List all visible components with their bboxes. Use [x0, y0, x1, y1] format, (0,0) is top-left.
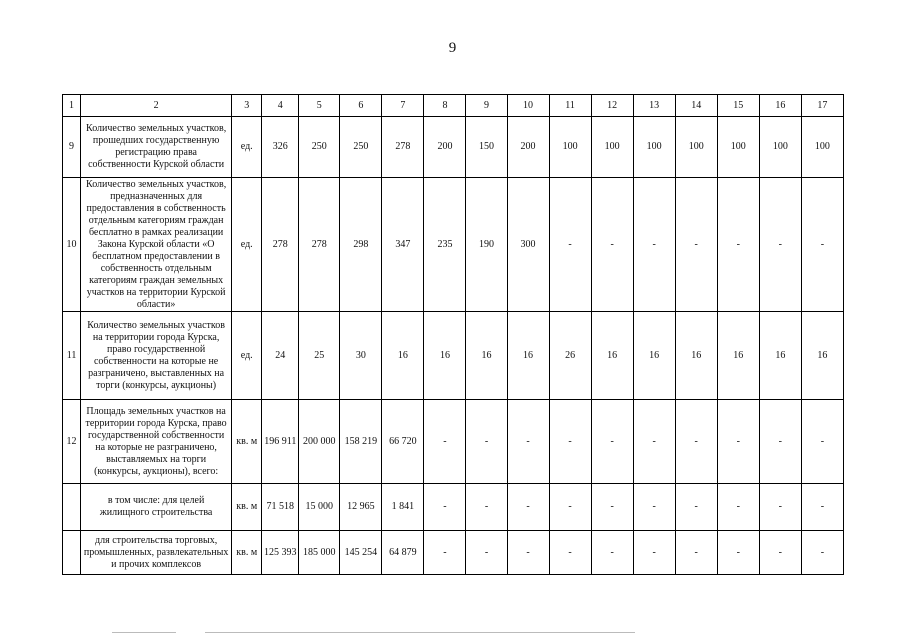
value-cell: -	[466, 484, 507, 531]
value-cell: -	[591, 484, 633, 531]
value-cell: -	[466, 531, 507, 575]
header-cell: 7	[382, 95, 424, 117]
table-row	[63, 117, 844, 178]
value-cell: 100	[759, 117, 801, 178]
value-cell: 25	[299, 312, 340, 400]
header-cell: 1	[63, 95, 81, 117]
value-cell: 64 879	[382, 531, 424, 575]
value-cell: 196 911	[262, 400, 299, 484]
value-cell: 185 000	[299, 531, 340, 575]
row-unit: кв. м	[232, 484, 262, 531]
value-cell: 16	[759, 312, 801, 400]
value-cell: 16	[591, 312, 633, 400]
header-cell: 10	[507, 95, 549, 117]
value-cell: -	[549, 400, 591, 484]
value-cell: -	[507, 400, 549, 484]
header-cell: 11	[549, 95, 591, 117]
row-unit: ед.	[232, 178, 262, 312]
value-cell: 16	[633, 312, 675, 400]
row-description: Площадь земельных участков на территории города Курска, право государственной собственности на которые не разграничено, выставляемых на торги (конкурсы, аукционы), всего:	[81, 400, 232, 484]
header-cell: 8	[424, 95, 466, 117]
table-row	[63, 178, 844, 312]
row-description: Количество земельных участков, предназначенных для предоставления в собственность отдельным категориям граждан бесплатно в рамках реализации Закона Курской области «О бесплатном предоставлении в собственность отдельным категориям граждан земельных участков на территории Курской области»	[81, 178, 232, 312]
table-row	[63, 312, 844, 400]
scan-line	[112, 632, 176, 633]
row-description: Количество земельных участков, прошедших государственную регистрацию права собственности Курской области	[81, 117, 232, 178]
value-cell: 145 254	[340, 531, 382, 575]
value-cell: 278	[382, 117, 424, 178]
header-cell: 14	[675, 95, 717, 117]
value-cell: 66 720	[382, 400, 424, 484]
table-row	[63, 484, 844, 531]
value-cell: -	[717, 400, 759, 484]
value-cell: -	[717, 178, 759, 312]
row-number: 10	[63, 178, 81, 312]
value-cell: 16	[466, 312, 507, 400]
row-number	[63, 531, 81, 575]
value-cell: 250	[340, 117, 382, 178]
value-cell: 71 518	[262, 484, 299, 531]
value-cell: -	[633, 400, 675, 484]
header-cell: 12	[591, 95, 633, 117]
header-cell: 2	[81, 95, 232, 117]
value-cell: -	[801, 484, 843, 531]
value-cell: -	[591, 178, 633, 312]
value-cell: 200	[507, 117, 549, 178]
value-cell: -	[675, 484, 717, 531]
value-cell: -	[591, 531, 633, 575]
value-cell: -	[717, 531, 759, 575]
value-cell: -	[591, 400, 633, 484]
value-cell: 100	[717, 117, 759, 178]
row-number: 9	[63, 117, 81, 178]
value-cell: 26	[549, 312, 591, 400]
table-row	[63, 531, 844, 575]
value-cell: -	[675, 178, 717, 312]
page-number: 9	[448, 40, 457, 56]
row-description: для строительства торговых, промышленных, развлекательных и прочих комплексов	[81, 531, 232, 575]
table-row	[63, 400, 844, 484]
row-description: в том числе: для целей жилищного строительства	[81, 484, 232, 531]
value-cell: 200	[424, 117, 466, 178]
value-cell: -	[675, 400, 717, 484]
value-cell: -	[466, 400, 507, 484]
value-cell: -	[759, 178, 801, 312]
value-cell: -	[633, 484, 675, 531]
row-unit: ед.	[232, 117, 262, 178]
header-cell: 17	[801, 95, 843, 117]
value-cell: -	[633, 178, 675, 312]
value-cell: 298	[340, 178, 382, 312]
row-unit: ед.	[232, 312, 262, 400]
value-cell: 100	[801, 117, 843, 178]
value-cell: 125 393	[262, 531, 299, 575]
header-cell: 3	[232, 95, 262, 117]
value-cell: -	[507, 531, 549, 575]
row-description: Количество земельных участков на территории города Курска, право государственной собственности на которые не разграничено, выставленных на торги (конкурсы, аукционы)	[81, 312, 232, 400]
header-cell: 6	[340, 95, 382, 117]
value-cell: -	[633, 531, 675, 575]
value-cell: 16	[507, 312, 549, 400]
row-number: 11	[63, 312, 81, 400]
value-cell: 326	[262, 117, 299, 178]
value-cell: -	[759, 531, 801, 575]
row-unit: кв. м	[232, 400, 262, 484]
value-cell: 200 000	[299, 400, 340, 484]
table-header-row	[63, 95, 844, 117]
value-cell: -	[549, 178, 591, 312]
value-cell: 100	[549, 117, 591, 178]
value-cell: 278	[299, 178, 340, 312]
value-cell: -	[801, 531, 843, 575]
value-cell: 100	[591, 117, 633, 178]
value-cell: 150	[466, 117, 507, 178]
value-cell: 30	[340, 312, 382, 400]
value-cell: 16	[801, 312, 843, 400]
value-cell: 190	[466, 178, 507, 312]
value-cell: -	[549, 531, 591, 575]
row-number: 12	[63, 400, 81, 484]
value-cell: 12 965	[340, 484, 382, 531]
value-cell: 16	[382, 312, 424, 400]
value-cell: -	[507, 484, 549, 531]
value-cell: 24	[262, 312, 299, 400]
value-cell: -	[549, 484, 591, 531]
header-cell: 4	[262, 95, 299, 117]
value-cell: -	[424, 400, 466, 484]
value-cell: 16	[675, 312, 717, 400]
value-cell: 100	[633, 117, 675, 178]
value-cell: -	[424, 531, 466, 575]
indicators-table	[62, 94, 844, 575]
value-cell: 16	[424, 312, 466, 400]
value-cell: 15 000	[299, 484, 340, 531]
value-cell: -	[801, 400, 843, 484]
value-cell: 235	[424, 178, 466, 312]
value-cell: 250	[299, 117, 340, 178]
value-cell: -	[424, 484, 466, 531]
value-cell: 1 841	[382, 484, 424, 531]
row-unit: кв. м	[232, 531, 262, 575]
value-cell: 347	[382, 178, 424, 312]
value-cell: -	[759, 484, 801, 531]
header-cell: 15	[717, 95, 759, 117]
value-cell: 278	[262, 178, 299, 312]
header-cell: 13	[633, 95, 675, 117]
row-number	[63, 484, 81, 531]
value-cell: -	[759, 400, 801, 484]
header-cell: 9	[466, 95, 507, 117]
value-cell: 300	[507, 178, 549, 312]
scan-line	[205, 632, 635, 633]
value-cell: 16	[717, 312, 759, 400]
header-cell: 5	[299, 95, 340, 117]
value-cell: 100	[675, 117, 717, 178]
value-cell: -	[675, 531, 717, 575]
value-cell: 158 219	[340, 400, 382, 484]
value-cell: -	[801, 178, 843, 312]
header-cell: 16	[759, 95, 801, 117]
value-cell: -	[717, 484, 759, 531]
